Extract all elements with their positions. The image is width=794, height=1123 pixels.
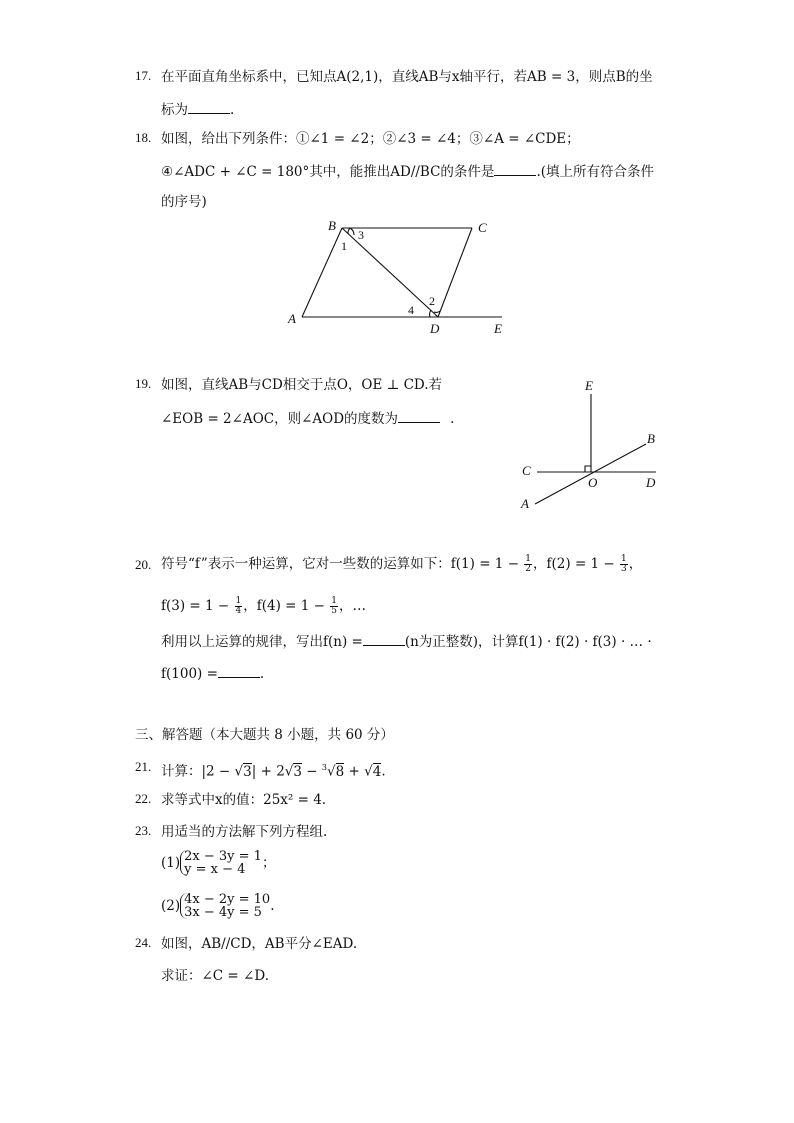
- q23-part2-system: [180, 893, 270, 919]
- q21-text-b: | + 2: [251, 763, 285, 780]
- q18-angle-4: 4: [408, 303, 414, 317]
- q23-part1-system: [180, 850, 262, 876]
- q18-number: 18.: [135, 130, 152, 145]
- q21-text-a: 计算：|2 −: [161, 763, 235, 780]
- q20-line2-c: ，…: [339, 598, 366, 614]
- q21-sqrt-sign-b: √: [284, 763, 294, 780]
- q20-line4-b: .: [259, 666, 265, 682]
- q18-line2-text: ④∠ADC + ∠C = 180°其中，能推出AD//BC的条件是: [161, 164, 495, 180]
- q23-part2-label: (2): [161, 898, 181, 914]
- q19-label-A: A: [521, 496, 529, 511]
- q20-frac-1-3: [620, 555, 628, 574]
- q21-sqrt3-b: 3: [293, 763, 302, 780]
- q20-frac-1-5: [330, 597, 338, 616]
- q20-line1-b: ，f(2) = 1 −: [533, 556, 615, 572]
- q18-line3: 的序号): [161, 194, 207, 210]
- q24-line2: 求证：∠C = ∠D.: [161, 968, 269, 984]
- q19-figure: [515, 372, 680, 517]
- q23-p1-eq1: 2x − 3y = 1: [184, 849, 262, 864]
- q20-fn-blank: [363, 632, 405, 646]
- q20-product-blank: [218, 664, 260, 678]
- q20-line3-b: (n为正整数)，计算f(1) · f(2) · f(3) · … ·: [404, 634, 652, 650]
- q20-line3-a: 利用以上运算的规律，写出f(n) =: [161, 634, 363, 650]
- q19-label-E: E: [585, 378, 593, 393]
- section3-title: 三、解答题（本大题共 8 小题，共 60 分）: [135, 727, 394, 743]
- q23-p2-eq1: 4x − 2y = 10: [184, 892, 271, 907]
- q21-cbrt-sign: √: [327, 763, 336, 780]
- q18-label-D: D: [430, 321, 440, 336]
- q20-line2-a: f(3) = 1 −: [161, 598, 230, 614]
- q20-frac3-num: 1: [235, 596, 242, 606]
- q22-line: 求等式中x的值：25x² = 4.: [161, 792, 327, 808]
- q20-line4: [161, 664, 264, 683]
- q20-frac-1-4: [235, 597, 243, 616]
- q20-line3: [161, 632, 652, 651]
- q17-line2-end: .: [230, 102, 235, 118]
- q20-line1-c: ，: [628, 556, 643, 572]
- q17-line1: 在平面直角坐标系中，已知点A(2,1)，直线AB与x轴平行，若AB = 3，则点B的坐: [161, 69, 653, 85]
- q21-sqrt4: 4: [372, 763, 382, 780]
- q20-frac3-den: 4: [235, 606, 242, 616]
- q19-line1: 如图，直线AB与CD相交于点O，OE ⊥ CD.若: [161, 377, 443, 393]
- q18-label-A: A: [288, 311, 296, 326]
- q19-answer-blank: [398, 409, 440, 423]
- q21-sqrt-sign-c: √: [364, 763, 373, 780]
- q20-frac2-den: 3: [621, 564, 627, 574]
- q23-number: 23.: [135, 823, 152, 838]
- q18-line1: 如图，给出下列条件：①∠1 = ∠2；②∠3 = ∠4；③∠A = ∠CDE；: [161, 131, 580, 147]
- q20-number: 20.: [135, 557, 152, 572]
- q20-line2: [161, 597, 366, 616]
- q18-angle-2: 2: [429, 294, 435, 308]
- q18-label-B: B: [328, 218, 336, 233]
- q21-sqrt-sign-a: √: [234, 763, 244, 780]
- q19-label-O: O: [588, 475, 598, 490]
- q18-label-E: E: [494, 321, 502, 336]
- q21-text-e: .: [381, 763, 386, 780]
- q23-part2-end: .: [270, 898, 275, 914]
- q17-answer-blank: [188, 100, 230, 114]
- q21-cbrt8: 8: [335, 763, 345, 780]
- q21-cbrt-index: 3: [321, 763, 327, 772]
- q19-label-D: D: [646, 475, 656, 490]
- q20-line1-a: 符号“f”表示一种运算，它对一些数的运算如下：f(1) = 1 −: [161, 556, 519, 572]
- q19-line2: [161, 409, 454, 428]
- q22-number: 22.: [135, 791, 152, 806]
- q20-frac1-num: 1: [525, 554, 532, 564]
- q23-line: 用适当的方法解下列方程组.: [161, 824, 328, 840]
- q18-label-C: C: [478, 220, 487, 235]
- q24-line1: 如图，AB//CD，AB平分∠EAD.: [161, 936, 358, 952]
- q23-part2: [161, 893, 275, 919]
- q18-line2: [161, 162, 654, 181]
- q17-line2-text: 标为: [161, 102, 188, 118]
- q19-label-B: B: [647, 431, 655, 446]
- q23-p1-eq2: y = x − 4: [184, 862, 246, 877]
- q17-line2: [161, 100, 234, 119]
- q20-line4-a: f(100) =: [161, 666, 218, 682]
- q17-number: 17.: [135, 68, 152, 83]
- q21-number: 21.: [135, 759, 152, 774]
- q23-part1-label: (1): [161, 855, 181, 871]
- q21-text-c: −: [302, 763, 322, 780]
- q20-frac2-num: 1: [621, 554, 627, 564]
- q21-text-d: +: [344, 763, 365, 780]
- q18-answer-blank: [494, 162, 536, 176]
- q20-line2-b: ，f(4) = 1 −: [243, 598, 325, 614]
- q18-angle-3: 3: [358, 228, 364, 242]
- q19-number: 19.: [135, 376, 152, 391]
- q20-frac4-num: 1: [331, 596, 337, 606]
- q23-part1: [161, 850, 275, 876]
- q20-frac1-den: 2: [525, 564, 532, 574]
- q20-frac-1-2: [524, 555, 532, 574]
- q23-part1-end: ；: [261, 855, 276, 871]
- q20-line1: [161, 555, 642, 574]
- q19-label-C: C: [522, 463, 531, 478]
- q18-figure: [280, 212, 520, 342]
- q20-frac4-den: 5: [331, 606, 337, 616]
- q21-sqrt3-a: 3: [243, 763, 252, 780]
- q23-p2-eq2: 3x − 4y = 5: [184, 905, 262, 920]
- q21-line: [161, 759, 386, 781]
- q18-line2-end: .(填上所有符合条件: [536, 164, 654, 180]
- q24-number: 24.: [135, 935, 152, 950]
- q18-angle-1: 1: [341, 239, 347, 253]
- q19-line2-end: .: [450, 411, 455, 427]
- q19-line2-text: ∠EOB = 2∠AOC，则∠AOD的度数为: [161, 411, 399, 427]
